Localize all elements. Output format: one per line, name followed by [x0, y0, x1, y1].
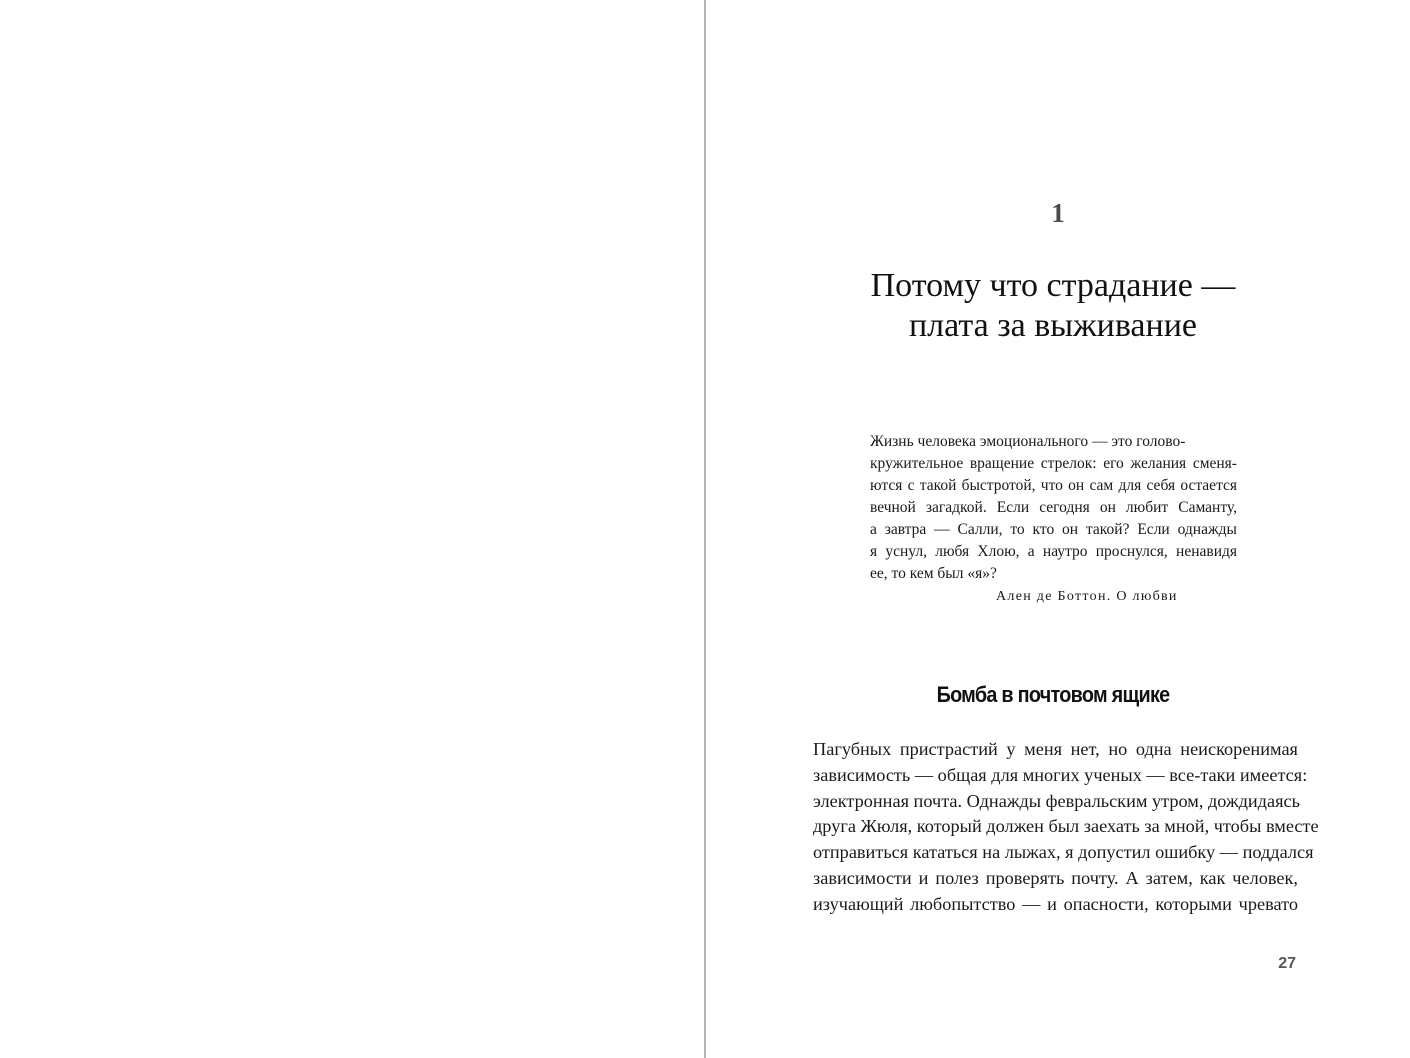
body-line: электронная почта. Однажды февральским утром, дождидаясь [813, 790, 1300, 811]
epigraph-line: вечной загадкой. Если сегодня он любит Саманту, [870, 499, 1237, 516]
chapter-number: 1 [1051, 198, 1065, 228]
epigraph-line: кружительное вращение стрелок: его желания сменя- [870, 455, 1237, 472]
epigraph-line: я уснул, любя Хлою, а наутро проснулся, ненавидя [870, 543, 1238, 560]
page-number: 27 [1278, 955, 1296, 972]
body-line: зависимость — общая для многих ученых — все-таки имеется: [813, 764, 1308, 785]
epigraph-line: а завтра — Салли, то кто он такой? Если однажды [870, 521, 1237, 538]
chapter-title-line: плата за выживание [908, 307, 1198, 344]
epigraph [870, 431, 1250, 585]
chapter-title [706, 266, 1400, 346]
section-heading: Бомба в почтовом ящике [936, 682, 1170, 707]
body-line: Пагубных пристрастий у меня нет, но одна неискоренимая [813, 739, 1298, 759]
body-line: зависимости и полез проверять почту. А затем, как человек, [813, 867, 1298, 888]
right-page [706, 0, 1410, 1058]
body-line: друга Жюля, который должен был заехать за мной, чтобы вместе [813, 816, 1319, 837]
body-line: изучающий любопытство — и опасности, которыми чревато [813, 893, 1299, 914]
epigraph-line: ются с такой быстротой, что он сам для себя остается [870, 477, 1238, 494]
epigraph-attribution: Ален де Боттон. О любви [996, 589, 1178, 604]
epigraph-line: Жизнь человека эмоционального — это голово- [870, 433, 1186, 450]
chapter-title-line: Потому что страдание — [870, 267, 1236, 304]
body-paragraph [813, 737, 1319, 918]
epigraph-line: ее, то кем был «я»? [870, 565, 997, 582]
left-page-blank [0, 0, 704, 1058]
body-line: отправиться кататься на лыжах, я допустил ошибку — поддался [813, 842, 1314, 863]
